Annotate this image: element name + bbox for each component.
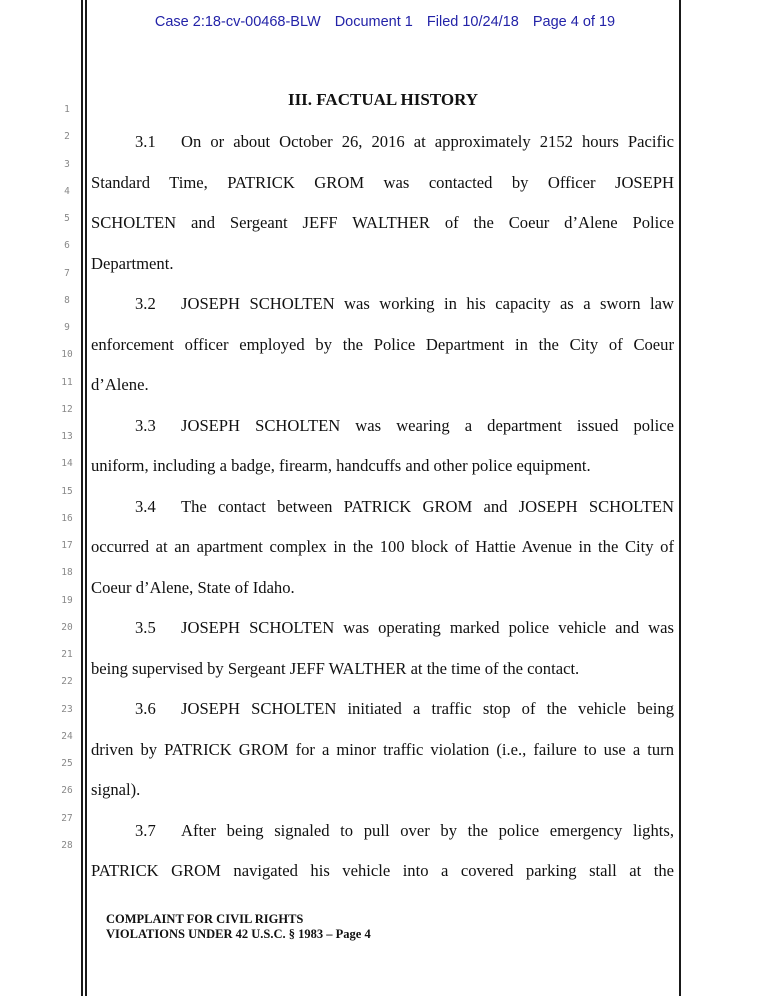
line-number: 23 [61, 703, 73, 715]
paragraph-line: driven by PATRICK GROM for a minor traffic violation (i.e., failure to use a turn [91, 739, 674, 759]
line-number: 17 [61, 540, 73, 551]
line-number: 4 [64, 185, 70, 197]
paragraph-line: 3.7 After being signaled to pull over by the police emergency lights, [91, 817, 674, 858]
paragraph-line: signal). [91, 780, 141, 799]
paragraph-line: enforcement officer employed by the Police Department in the City of Coeur [91, 334, 674, 354]
line-number: 22 [61, 676, 73, 688]
line-number: 13 [61, 431, 73, 442]
paragraph-line: 3.1 On or about October 26, 2016 at approximately 2152 hours Pacific [91, 128, 674, 169]
line-number: 16 [61, 512, 73, 524]
paragraph-line: d’Alene. [91, 375, 149, 394]
line-number: 6 [64, 240, 70, 252]
footer-title-line-2: VIOLATIONS UNDER 42 U.S.C. § 1983 – Page 4 [106, 927, 371, 941]
document-footer [106, 912, 371, 942]
paragraph-line: 3.3 JOSEPH SCHOLTEN was wearing a department issued police [91, 412, 674, 453]
line-number: 2 [64, 131, 70, 143]
paragraph-line: being supervised by Sergeant JEFF WALTHER at the time of the contact. [91, 658, 580, 678]
line-number: 3 [64, 158, 70, 170]
court-filing-header [0, 14, 770, 30]
document-body [91, 128, 674, 898]
left-margin-rule-outer [81, 0, 83, 996]
paragraph-line: SCHOLTEN and Sergeant JEFF WALTHER of the Coeur d’Alene Police [91, 213, 674, 232]
line-number: 10 [61, 349, 73, 361]
line-number: 9 [64, 322, 70, 333]
line-number: 27 [61, 812, 73, 824]
paragraph-number: 3.1 [135, 132, 156, 151]
paragraph-line: Standard Time, PATRICK GROM was contacted by Officer JOSEPH [91, 172, 674, 192]
line-number: 12 [61, 403, 73, 415]
paragraph-line: occurred at an apartment complex in the 100 block of Hattie Avenue in the City of [91, 537, 674, 556]
paragraph-line: 3.5 JOSEPH SCHOLTEN was operating marked police vehicle and was [91, 614, 674, 655]
line-number: 8 [64, 294, 70, 306]
paragraph-number: 3.3 [135, 415, 156, 435]
paragraph-number: 3.6 [135, 699, 156, 718]
document-number: Document 1 [334, 14, 413, 30]
paragraph-line: 3.2 JOSEPH SCHOLTEN was working in his capacity as a sworn law [91, 290, 674, 331]
line-number: 28 [61, 839, 73, 851]
line-number: 25 [61, 758, 73, 769]
right-margin-rule [679, 0, 681, 996]
paragraph-number: 3.4 [135, 496, 156, 516]
line-number: 5 [64, 213, 70, 224]
paragraph-line: Coeur d’Alene, State of Idaho. [91, 577, 295, 597]
filed-date: Filed 10/24/18 [426, 14, 519, 30]
line-number: 24 [61, 730, 73, 742]
line-number: 21 [61, 649, 73, 660]
footer-title-line-1: COMPLAINT FOR CIVIL RIGHTS [106, 912, 304, 926]
section-title: III. FACTUAL HISTORY [287, 90, 479, 109]
paragraph-number: 3.7 [135, 820, 156, 840]
line-number: 7 [64, 267, 70, 279]
case-number: Case 2:18-cv-00468-BLW [154, 14, 321, 30]
line-number: 11 [61, 376, 73, 388]
line-number: 20 [61, 621, 73, 633]
page-indicator: Page 4 of 19 [532, 14, 616, 30]
line-number: 19 [61, 594, 73, 606]
paragraph-number: 3.2 [135, 294, 156, 313]
line-number: 1 [64, 104, 70, 115]
paragraph-line: Department. [91, 253, 174, 273]
paragraph-line: 3.4 The contact between PATRICK GROM and JOSEPH SCHOLTEN [91, 493, 674, 534]
line-number: 26 [61, 785, 73, 797]
left-margin-rule-inner [85, 0, 87, 996]
line-number: 18 [61, 567, 73, 579]
paragraph-number: 3.5 [135, 618, 156, 637]
line-number: 14 [61, 458, 73, 470]
line-number: 15 [61, 485, 73, 497]
paragraph-line: 3.6 JOSEPH SCHOLTEN initiated a traffic stop of the vehicle being [91, 695, 674, 736]
paragraph-line: PATRICK GROM navigated his vehicle into a covered parking stall at the [91, 861, 674, 880]
paragraph-line: uniform, including a badge, firearm, handcuffs and other police equipment. [91, 456, 591, 475]
